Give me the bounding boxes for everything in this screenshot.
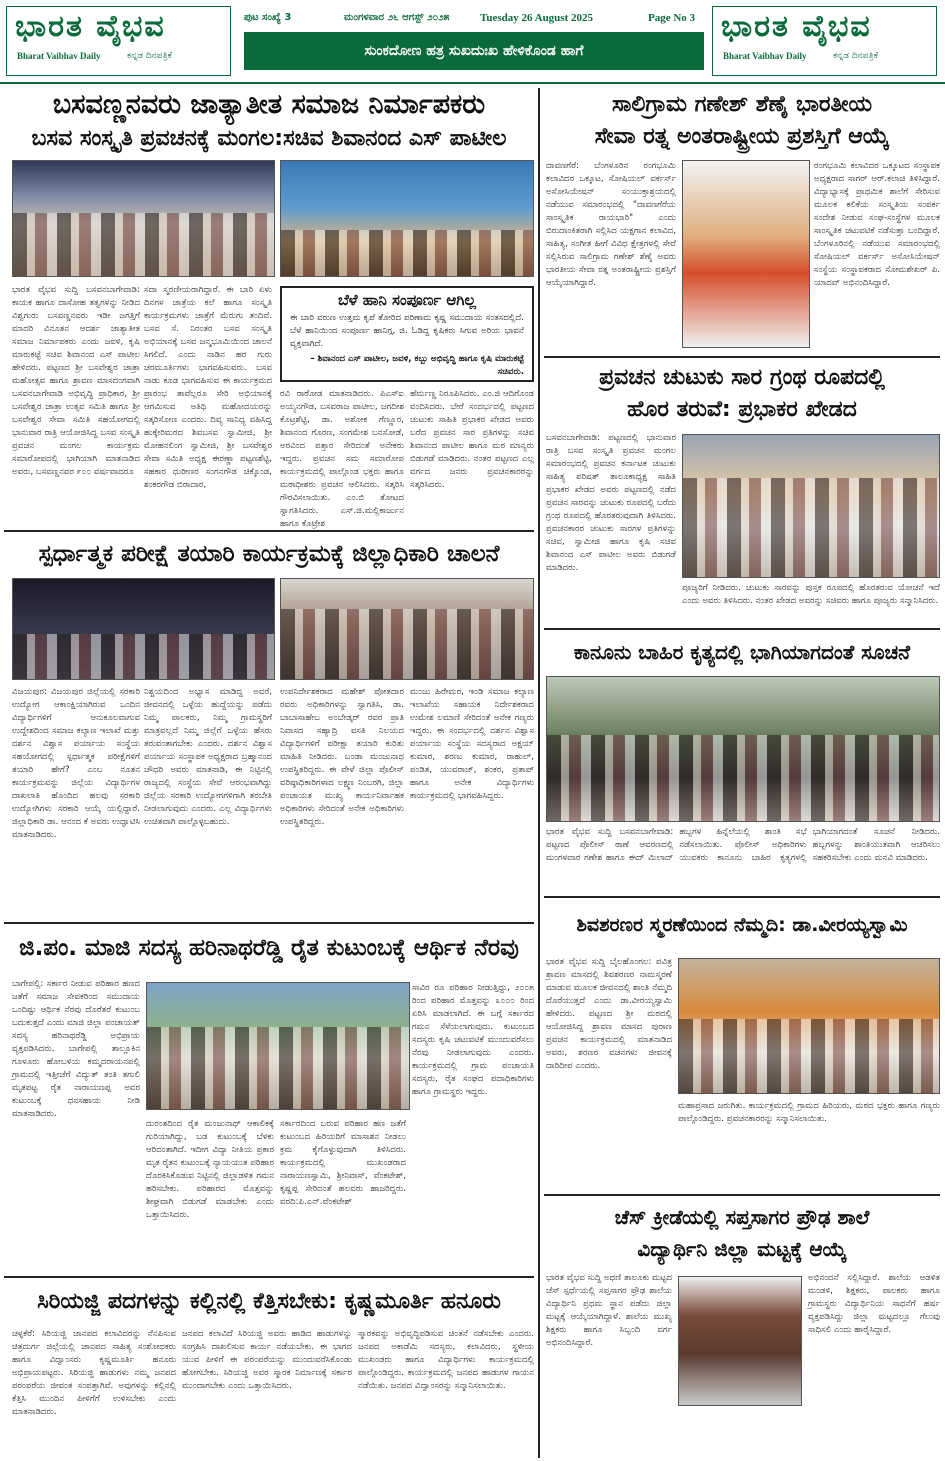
- article-hanur-col1: ಚಳ್ಳಕೆರೆ: ಸಿರಿಯಜ್ಜಿ ಜಾನಪದ ಕಲಾವಿದರನ್ನು ನೆನಪಿಸುವ ಚಿತ್ರದುರ್ಗ ಜಿಲ್ಲೆಯಲ್ಲಿ ಜಾನಪದ ಸಾಹಿತ್ಯ ಸಂಶೋಧಕರು ಹಾಗೂ ವಿದ್ವಾಂಸರು ಕೃಷ್ಣಮೂರ್ತಿ ಹನೂರು ಅಭಿಪ್ರಾಯಪಟ್ಟರು. ಸಿರಿಯಜ್ಜಿ ಹಾಡುಗಳು ನಮ್ಮ ಜನಪದ ಪರಂಪರೆಯ ಜೀವಂತ ಸಂಪತ್ತಾಗಿವೆ. ಅವುಗಳನ್ನು ಕಲ್ಲಿನಲ್ಲಿ ಕೆತ್ತಿಸಿ ಮುಂದಿನ ಪೀಳಿಗೆಗೆ ಉಳಿಸಬೇಕು ಎಂದು ಮಾತನಾಡಿದರು.: [12, 1329, 176, 1417]
- headline-hanur: ಸಿರಿಯಜ್ಜಿ ಪದಗಳನ್ನು ಕಲ್ಲಿನಲ್ಲಿ ಕೆತ್ತಿಸಬೇಕು: ಕೃಷ್ಣಮೂರ್ತಿ ಹನೂರು: [37, 1289, 501, 1314]
- article-chess-text2: ಅಭಿನಂದನೆ ಸಲ್ಲಿಸಿದ್ದಾರೆ. ಶಾಲೆಯ ಆಡಳಿತ ಮಂಡಳಿ, ಶಿಕ್ಷಕರು, ಪಾಲಕರು ಹಾಗೂ ಗ್ರಾಮಸ್ಥರು ವಿದ್ಯಾರ್ಥಿನಿಯ ಸಾಧನೆಗೆ ಹರ್ಷ ವ್ಯಕ್ತಪಡಿಸಿದ್ದು ಜಿಲ್ಲಾ ಮಟ್ಟದಲ್ಲೂ ಗೆಲುವು ಸಾಧಿಸಲಿ ಎಂದು ಹಾರೈಸಿದ್ದಾರೆ.: [808, 1273, 940, 1335]
- headline-farmer: ಜಿ.ಪಂ. ಮಾಜಿ ಸದಸ್ಯ ಹರಿನಾಥರೆಡ್ಡಿ ರೈತ ಕುಟುಂಬಕ್ಕೆ ಆರ್ಥಿಕ ನೆರವು: [19, 935, 519, 961]
- photo-pravachana-felicitation: [682, 434, 940, 578]
- headline-shivasharana: ಶಿವಶರಣರ ಸ್ಮರಣೆಯಿಂದ ನೆಮ್ಮದಿ: ಡಾ.ವೀರಯ್ಯಸ್ವಾಮಿ: [576, 914, 908, 936]
- article-farmer-col3: ಸಾವಿರ ರೂ ಪರಿಹಾರ ನೀಡುತ್ತಿದ್ದು, ೨೦೦೫ ರಿಂದ ಪರಿಹಾರ ಮೊತ್ತವನ್ನು ೩೦೦೦ ರಿಂದ ಏರಿಸಿ ಮಾಡಲಾಗಿದೆ. ಈ ಬಗ್ಗೆ ಸರ್ಕಾರದ ಗಮನ ಸೆಳೆಯಲಾಗುವುದು. ಕುಟುಂಬದ ಸದಸ್ಯರು ಕೃಷಿ ಚಟುವಟಿಕೆ ಮುಂದುವರೆಸಲು ನೆರವು ನೀಡಲಾಗುವುದು ಎಂದರು. ಕಾರ್ಯಕ್ರಮದಲ್ಲಿ ಗ್ರಾಮ ಪಂಚಾಯತಿ ಸದಸ್ಯರು, ರೈತ ಸಂಘದ ಪದಾಧಿಕಾರಿಗಳು ಹಾಗೂ ಗ್ರಾಮಸ್ಥರು ಇದ್ದರು.: [412, 983, 534, 1097]
- article-shivasharana-text: ಭಾರತ ವೈಭವ ಸುದ್ದಿ ಬೈಲಹೊಂಗಲ: ಪವಿತ್ರ ಶ್ರಾವಣ ಮಾಸದಲ್ಲಿ ಶಿವಶರಣರ ನಾಮಸ್ಮರಣೆ ಮಾಡುವ ಮೂಲಕ ಜೀವನದಲ್ಲಿ ಶಾಂತಿ ನೆಮ್ಮದಿ ದೊರೆಯುತ್ತದೆ ಎಂದು ಡಾ.ವೀರಯ್ಯಸ್ವಾಮಿ ಹೇಳಿದರು. ಪಟ್ಟಣದ ಶ್ರೀ ಮಠದಲ್ಲಿ ಆಯೋಜಿಸಿದ್ದ ಶ್ರಾವಣ ಮಾಸದ ಪುರಾಣ ಪ್ರವಚನ ಕಾರ್ಯಕ್ರಮದಲ್ಲಿ ಮಾತನಾಡಿದ ಅವರು, ಶರಣರ ವಚನಗಳು ಜೀವನಕ್ಕೆ ದಾರಿದೀಪ ಎಂದರು.: [546, 957, 672, 1071]
- article-exam-col1: ವಿಜಯಪುರ: ವಿಜಯಪುರ ಜಿಲ್ಲೆಯಲ್ಲಿ ಸರಕಾರಿ ಉದ್ಯೋಗ ಆಕಾಂಕ್ಷಿಯಾಗಿರುವ ಒಂದಿನ ವಿದ್ಯಾರ್ಥಿಗಳಿಗೆ ಆನುಕೂಲವಾಗುವ ಉದ್ದೇಶದಿಂದ ಸಮಾಜ ಕಲ್ಯಾಣ ಇಲಾಖೆ ಮತ್ತು ದರ್ಶನ ವಿಶ್ವಾಸ ಪರ್ಯಾಯ ಸಂಸ್ಥೆಯ ಸಹಯೋಗದಲ್ಲಿ ಸ್ಪರ್ಧಾತ್ಮಕ ಪರೀಕ್ಷೆಗಳಿಗೆ ತಯಾರಿ ಹೇಗೆ? ಎಂಬ ನೂತನ ಕಾರ್ಯಕ್ರಮವನ್ನು ಜಿಲ್ಲೆಯ ವಿದ್ಯಾರ್ಥಿಗಳ ದಾಖಲಾತಿ ಹೊಂದಿದ ಹಲವು ಸರಕಾರಿ ಉದ್ಯೋಗಿಗಳು ಸರಕಾರಿ ಆಯ್ಕೆ ಯಲ್ಲಿದ್ದಾರೆ. ಜಿಲ್ಲಾಧಿಕಾರಿ ಡಾ. ಆನಂದ ಕೆ ಅವರು ಉದ್ಘಾಟಿಸಿ ಮಾತನಾಡಿದರು.: [12, 687, 140, 840]
- column-divider: [538, 88, 540, 1458]
- photo-basava-stage: [280, 160, 534, 277]
- photo-exam-audience: [280, 578, 534, 680]
- quote-box-signature: – ಶಿವಾನಂದ ಎಸ್ ಪಾಟೀಲ, ಜವಳಿ, ಕಬ್ಬು ಅಭಿವೃದ್ಧಿ ಹಾಗೂ ಕೃಷಿ ಮಾರುಕಟ್ಟೆ ಸಚಿವರು.: [310, 354, 524, 377]
- article-pravachana-text: ಬಸವನಬಾಗೇವಾಡಿ: ಪಟ್ಟಣದಲ್ಲಿ ಭಾನುವಾರ ರಾತ್ರಿ ಬಸವ ಸಂಸ್ಕೃತಿ ಪ್ರವಚನ ಮಂಗಲ ಸಮಾರಂಭದಲ್ಲಿ ಪ್ರವಚನ ಕರ್ನಾಟಕ ಚುಟುಕು ಸಾಹಿತ್ಯ ಪರಿಷತ್ ತಾಲೂಕಾಧ್ಯಕ್ಷ ಸಾಹಿತಿ ಪ್ರಭಾಕರ ಖೇಡದ ಅವರು ಪಟ್ಟಣದಲ್ಲಿ ನಡೆದ ಪ್ರವಚನ ಸಾರವನ್ನು ಚುಟುಕು ರೂಪದಲ್ಲಿ ಬರೆದು ಗ್ರಂಥ ರೂಪದಲ್ಲಿ ಹೊರತರುವುದಾಗಿ ತಿಳಿಸಿದರು. ಪ್ರವಚನಕಾರರ ಚುಟುಕು ಸಾರಗಳ ಪ್ರತಿಗಳನ್ನು ಸಚಿವ, ಸ್ವಾಮೀಜಿ ಹಾಗೂ ಕೃಷಿ ಸಚಿವ ಶಿವಾನಂದ ಎಸ್ ಪಾಟೀಲ ಅವರು ಬಿಡುಗಡೆ ಮಾಡಿದರು.: [546, 433, 676, 573]
- article-farmer-col2: ದುರಂತದಿಂದ ರೈತ ಮಂಜುನಾಥ್ ಆಕಾಲಿಕಕ್ಕೆ ಗುರಿಯಾಗಿದ್ದು, ಬಡ ಕುಟುಂಬಕ್ಕೆ ಬೆಳಕು ಆರಿದಂತಾಗಿದೆ. ಇದೀಗ ವಿದ್ಯಾ ನೀತಿಯ ಪ್ರಕಾರ ಮೃತ ರೈತನ ಕುಟುಂಬಕ್ಕೆ ನ್ಯಾಯಯುತ ಪರಿಹಾರ ದೊರಕಿಸಿಕೊಡುವ ನಿಟ್ಟಿನಲ್ಲಿ ಜಿಲ್ಲಾಡಳಿತ ಗಮನ ಹರಿಸಬೇಕು. ಪರಿಹಾರದ ಮೊತ್ತವನ್ನು ಶೀಘ್ರವಾಗಿ ಬಿಡುಗಡೆ ಮಾಡಬೇಕು ಎಂದು ಒತ್ತಾಯಿಸಿದರು.: [146, 1119, 274, 1220]
- article-hanur-col3: ಸ್ಮಾರಕವನ್ನು ಅಭಿವೃದ್ಧಿಪಡಿಸುವ ಚಿಂತನೆ ನಡೆಸಬೇಕು ಎಂದರು. ಜನಪದ ಅಕಾಡೆಮಿ ಸದಸ್ಯರು, ಕಲಾವಿದರು, ಸ್ಥಳೀಯ ಮುಖಂಡರು ಹಾಗೂ ವಿದ್ಯಾರ್ಥಿಗಳು ಕಾರ್ಯಕ್ರಮದಲ್ಲಿ ಪಾಲ್ಗೊಂಡಿದ್ದರು. ಕಾರ್ಯಕ್ರಮದಲ್ಲಿ ಜನಪದ ಹಾಡುಗಳ ಗಾಯನ ನಡೆಯಿತು. ಜನಪದ ವಿದ್ವಾಂಸರನ್ನು ಸನ್ಮಾನಿಸಲಾಯಿತು.: [358, 1329, 534, 1391]
- logo-text: ಭಾರತ ವೈಭವ: [15, 9, 166, 44]
- article-basava-col1: ಭಾರತ ವೈಭವ ಸುದ್ದಿ ಬಸವನಬಾಗೇವಾಡಿ: ಕಾಯಕ ಹಾಗೂ ದಾಸೋಹ ತತ್ವಗಳನ್ನು ನೀಡಿದ ವಿಶ್ವಗುರು ಬಸವಣ್ಣನವರು ಇಡೀ ಜಗತ್ತಿಗೆ ಮಾದರಿ ವಿನೂತನ ಆದರ್ಶ ಜಾತ್ಯಾತೀತ ಸಮಾಜ ನಿರ್ಮಾಪಕರು ಎಂದು ಜವಳಿ, ಕೃಷಿ ಮಾರುಕಟ್ಟೆ ಸಚಿವ ಶಿವಾನಂದ ಎಸ್ ಪಾಟೀಲ ಹೇಳಿದರು. ಪಟ್ಟಣದ ಶ್ರೀ ಬಸವೇಶ್ವರ ಜಾತ್ರಾ ಮಹೋತ್ಸವ ಹಾಗೂ ಶ್ರಾವಣ ಮಾಸದಂಗವಾಗಿ ಬಸವನಬಾಗೇವಾಡಿ ಅಭಿವೃದ್ಧಿ ಪ್ರಾಧಿಕಾರ, ಶ್ರೀ ಬಸವೇಶ್ವರ ಜಾತ್ರಾ ಉತ್ಸವ ಸಮಿತಿ ಹಾಗೂ ಶ್ರೀ ಬಸವೇಶ್ವರ ಸೇವಾ ಸಮಿತಿ ಸಹಯೋಗದಲ್ಲಿ ಭಾನುವಾರ ರಾತ್ರಿ ಆಯೋಜಿಸಿದ್ದ ಬಸವ ಸಂಸ್ಕೃತಿ ಪ್ರವಚನ ಮಂಗಲ ಕಾರ್ಯಕ್ರಮ ಸಮಾರೋಪದಲ್ಲಿ ಭಾಗಿಯಾಗಿ ಮಾತನಾಡಿದ ಅವರು, ಬಸವಣ್ಣನವರ ೯೦೦ ವರ್ಷವಾದರೂ: [12, 285, 140, 477]
- article-police-text: ಭಾರತ ವೈಭವ ಸುದ್ದಿ ಬಸವನಬಾಗೇವಾಡಿ: ಪಟ್ಟಣದ ಪೊಲೀಸ್ ಠಾಣೆ ಆವರಣದಲ್ಲಿ ಮಂಗಳವಾರ ಗಣೇಶ ಹಾಗೂ ಈದ್ ಮಿಲಾದ್ ಹಬ್ಬಗಳ ಹಿನ್ನೆಲೆಯಲ್ಲಿ ಶಾಂತಿ ಸಭೆ ನಡೆಸಲಾಯಿತು. ಪೊಲೀಸ್ ಅಧಿಕಾರಿಗಳು ಯುವಕರು ಕಾನೂನು ಬಾಹಿರ ಕೃತ್ಯಗಳಲ್ಲಿ ಭಾಗಿಯಾಗದಂತೆ ಸೂಚನೆ ನೀಡಿದರು. ಹಬ್ಬಗಳನ್ನು ಶಾಂತಿಯುತವಾಗಿ ಆಚರಿಸಲು ಸಹಕರಿಸಬೇಕು ಎಂದು ಮನವಿ ಮಾಡಿದರು.: [546, 827, 940, 863]
- article-basava-col4: ಹೆರ್ಮಣ್ಣ ನಿರೂಪಿಸಿದರು. ಎಂ.ಜಿ ಆದಿಗೊಂಡ ವಂದಿಸಿದರು. ಬೇರೆ ಸಂದರ್ಭದಲ್ಲಿ ಪಟ್ಟಣದ ಚುಟುಕು ಸಾಹಿತಿ ಪ್ರಭಾಕರ ಖೇಡದ ಅವರು ಬರೆದ ಪ್ರವಚನ ಸಾರ ಪ್ರತಿಗಳನ್ನು ಸಚಿವ ಶಿವಾನಂದ ಪಾಟೀಲ ಹಾಗೂ ಮಠ ಮಾನ್ಯರು ಬಿಡುಗಡೆ ಮಾಡಿದರು. ನಂತರ ಪಟ್ಟಣದ ಎಲ್ಲ ವರ್ಗದ ಜನರು ಪ್ರವಚನಕಾರರನ್ನು ಸತ್ಕರಿಸಿದರು.: [410, 389, 534, 490]
- divider: [544, 356, 940, 358]
- issue-info-bar: [244, 10, 704, 30]
- photo-exam-stage: [12, 578, 275, 680]
- page-number: Page No 3: [648, 12, 696, 24]
- logo-text: ಭಾರತ ವೈಭವ: [721, 9, 872, 44]
- headline-exam: ಸ್ಪರ್ಧಾತ್ಮಕ ಪರೀಕ್ಷೆ ತಯಾರಿ ಕಾರ್ಯಕ್ರಮಕ್ಕೆ ಜಿಲ್ಲಾಧಿಕಾರಿ ಚಾಲನೆ: [38, 541, 500, 567]
- article-saligrama-col2: ರಂಗಭೂಮಿ ಕಲಾವಿದರ ಒಕ್ಕೂಟದ ಸಂಸ್ಥಾಪಕ ಅಧ್ಯಕ್ಷರಾದ ಸಾಗರ್ ಆರ್.ಕಲಾಚಿ ತಿಳಿಸಿದ್ದಾರೆ. ವಿದ್ಯಾಭ್ಯಾಸಕ್ಕೆ ಪ್ರಾಥಮಿಕ ಶಾಲೆಗೆ ಸೇರಿಸುವ ಮೂಲಕ ಕಲಿಕೆಯ ಸಂಸ್ಕೃತಿಯ ಸಂಪರ್ಕ ಸಂದೇಶ ನೀಡುವ ಸಂಘ-ಸಂಸ್ಥೆಗಳ ಮೂಲಕ ಸಾಂಸ್ಕೃತಿಕ ಚಟುವಟಿಕೆ ನಡೆಸುತ್ತಾ ಬಂದಿದ್ದಾರೆ. ಬೆಂಗಳೂರಿನಲ್ಲಿ ನಡೆಯುವ ಸಮಾರಂಭದಲ್ಲಿ ಸೋಷಿಯಲ್ ವರ್ಕರ್ಸ್ ಅಸೋಸಿಯೇಷನ್ ಸಂಸ್ಥೆಯ ಸಂಸ್ಥಾಪಕರಾದ ಸೋಮಶೇಖರ್ ಪಿ. ಯಾದವ್ ಅಭಿನಂದಿಸಿದ್ದಾರೆ.: [814, 161, 940, 288]
- date-english: Tuesday 26 August 2025: [480, 12, 593, 24]
- quote-box-text: ಈ ಬಾರಿ ವರುಣ ಉತ್ತಮ ಕೃಪೆ ತೋರಿದ ಪರಿಣಾಮ ಕೃಷ್ಣ ಸಮುದಾಯ ಸಂತಸದಲ್ಲಿದೆ. ಬೆಳೆ ಹಾನಿಯಿಂದ ಸಂಪೂರ್ಣ ಹಾನಿಗ್ಗ, ಜಿ. ಓಡಿದ್ದ ಕೃಷಿಕರು ಸಿಗುವ ಅರಿಯ ಭಾವನೆ ವ್ಯಕ್ತವಾಗಿದೆ.: [290, 313, 524, 349]
- article-farmer-col1: ಬಾಗೇಪಲ್ಲಿ: ಸರ್ಕಾರ ನೀಡುವ ಪರಿಹಾರ ಹಣದ ಜತೆಗೆ ಸಮಾಜ ಸೇವಕರಿಂದ ಸಮುದಾಯ ಒಂದಿಷ್ಟು ಆರ್ಥಿಕ ನೆರವು ದೊರೆತರೆ ಕುಟುಂಬ ಬದುಕುತ್ತದೆ ಎಂದು ಮಾಜಿ ಜಿಲ್ಲಾ ಪಂಚಾಯತ್ ಸದಸ್ಯ ಹರಿನಾಥರೆಡ್ಡಿ ಅಭಿಪ್ರಾಯ ವ್ಯಕ್ತಪಡಿಸಿದರು. ಬಾಗೇಪಲ್ಲಿ ತಾಲ್ಲೂಕಿನ ಗೂಳೂರು ಹೋಬಳಿಯ ಕಮ್ಮದರಾಯನಪಲ್ಲಿ ಗ್ರಾಮದಲ್ಲಿ ಇತ್ತೀಚೆಗೆ ವಿದ್ಯುತ್ ತಂತಿ ತಗುಲಿ ಮೃತಪಟ್ಟ ರೈತ ನಾರಾಯಣಪ್ಪ ಅವರ ಕುಟುಂಬಕ್ಕೆ ಧನಸಹಾಯ ನೀಡಿ ಮಾತನಾಡಿದರು.: [12, 979, 140, 1119]
- article-saligrama-col1: ದಾವಣಗೆರೆ: ಬೆಂಗಳೂರಿನ ರಂಗಭೂಮಿ ಕಲಾವಿದರ ಒಕ್ಕೂಟ, ಸೋಷಿಯಲ್ ವರ್ಕರ್ಸ್ ಅಸೋಸಿಯೇಷನ್ ಸಂಯುಕ್ತಾಶ್ರಯದಲ್ಲಿ ನಡೆಯುವ ಸಮಾರಂಭದಲ್ಲಿ "ದಾವಣಗೆರೆಯ ಸಾಂಸ್ಕೃತಿಕ ರಾಯಭಾರಿ" ಎಂದು ಬಿರುದಾಂಕಿತರಾಗಿ ಸಲ್ಲಿಸಿದ ಯಕ್ಷಗಾನ ಕಲಾವಿದ, ಸಾಹಿತ್ಯ, ಸಂಗೀತ ಹೀಗೆ ವಿವಿಧ ಕ್ಷೇತ್ರಗಳಲ್ಲಿ ಸೇವೆ ಸಲ್ಲಿಸಿರುವ ಸಾಲಿಗ್ರಾಮ ಗಣೇಶ್ ಶೆಣೈ ಅವರು ಭಾರತೀಯ ಸೇವಾ ರತ್ನ ಅಂತರಾಷ್ಟ್ರೀಯ ಪ್ರಶಸ್ತಿಗೆ ಆಯ್ಕೆಯಾಗಿದ್ದಾರೆ.: [546, 161, 676, 288]
- headline-saligrama-line1: ಸಾಲಿಗ್ರಾಮ ಗಣೇಶ್ ಶೆಣೈ ಭಾರತೀಯ: [611, 92, 873, 117]
- article-chess-text: ಭಾರತ ವೈಭವ ಸುದ್ದಿ ಅಥಣಿ ತಾಲೂಕು ಮಟ್ಟದ ಚೆಸ್ ಸ್ಪರ್ಧೆಯಲ್ಲಿ ಸಪ್ತಸಾಗರ ಪ್ರೌಢ ಶಾಲೆಯ ವಿದ್ಯಾರ್ಥಿನಿ ಪ್ರಥಮ ಸ್ಥಾನ ಪಡೆದು ಜಿಲ್ಲಾ ಮಟ್ಟಕ್ಕೆ ಆಯ್ಕೆಯಾಗಿದ್ದಾಳೆ. ಶಾಲೆಯ ಮುಖ್ಯ ಶಿಕ್ಷಕರು ಹಾಗೂ ಸಿಬ್ಬಂದಿ ವರ್ಗ ಅಭಿನಂದಿಸಿದ್ದಾರೆ.: [546, 1273, 672, 1348]
- photo-shivasharana-event: [678, 958, 940, 1094]
- logo-subtitle-kn: ಕನ್ನಡ ದಿನಪತ್ರಿಕೆ: [127, 51, 173, 61]
- quote-box: [280, 286, 534, 382]
- headline-pravachana-line1: ಪ್ರವಚನ ಚುಟುಕು ಸಾರ ಗ್ರಂಥ ರೂಪದಲ್ಲಿ: [599, 365, 885, 390]
- article-exam-col3: ಉಪನಿರ್ದೇಶಕರಾದ ಮಹೇಶ್ ಪೋತದಾರ ರವರು ಅಧಿಕಾರಿಗಳನ್ನು ಸ್ವಾಗತಿಸಿ, ಡಾ. ಬಾಬಾಸಾಹೇಬ ಅಂಬೇಡ್ಕರ್ ರವರ ಪ್ರಾತಿ ನಿವಾಸದ ಸಹ್ಯಾದ್ರಿ ವಸತಿ ನಿಲಯದ ವಿದ್ಯಾರ್ಥಿಗಳಿಗೆ ಪರೀಕ್ಷಾ ತಯಾರಿ ಕುರಿತು ಮಾಹಿತಿ ನೀಡಿದರು. ಬಂಡಾ ಮಂಜುನಾಥ ಉಪಸ್ಥಿತರಿದ್ದರು. ಈ ವೇಳೆ ಜಿಲ್ಲಾ ಪೊಲೀಸ್ ವರಿಷ್ಠಾಧಿಕಾರಿಗಳಾದ ಲಕ್ಷ್ಮಣ ನಿಂಬರಗಿ, ಜಿಲ್ಲಾ ಪಂಚಾಯತ ಮುಖ್ಯ ಕಾರ್ಯನಿರ್ವಾಹಕ ಅಧಿಕಾರಿಗಳು ಸೇರಿದಂತೆ ಅನೇಕ ಅಧಿಕಾರಿಗಳು ಉಪಸ್ಥಿತರಿದ್ದರು.: [280, 687, 404, 827]
- photo-farmer-aid: [146, 982, 410, 1110]
- masthead-logo-left: [6, 6, 231, 76]
- article-basava-col2: ಸದಾ ಸ್ಮರಣೀಯರಾಗಿದ್ದಾರೆ. ಈ ಬಾರಿ ಏಳು ದಿನಗಳ ಜಾತ್ರೆಯ ಕಲೆ ಹಾಗೂ ಸಂಸ್ಕೃತಿ ಕಾರ್ಯಕ್ರಮಗಳು ಜಾತ್ರೆಗೆ ಮೆರುಗು ತಂದಿವೆ. ಬಸವ ಸೆ. ನಿರಂತರ ಬಸವ ಸಂಸ್ಕೃತಿ ಅಭಿಯಾನಕ್ಕೆ ಬಸವ ಜನ್ಮಭೂಮಿಯಿಂದ ಚಾಲನೆ ಸಿಗಲಿದೆ. ಎಂದು ನಾಡಿನ ಹರ ಗುರು ಚರಮೂರ್ತಿಗಳು ಭಾಗವಹಿಸುವರು. ಬಸವ ನಾಡು ಕೂಡ ಭಾಗವಹಿಸುವ ಈ ಕಾರ್ಯಕ್ರಮದ ಪ್ರಾರಂಭ ತಾವೆಲ್ಲರೂ ಸೇರಿ ಅಭಿಯಾನಕ್ಕೆ ಆಗಮಿಸುವ ಅತಿಥಿ ಮಹೋದಯರನ್ನು ಸತ್ಕರಿಸೋಣ ಎಂದರು. ದಿವ್ಯ ಸಾನಿಧ್ಯ ವಹಿಸಿದ್ದ ಹುಕ್ಕೇರಿಮಠದ ಶಿವಬಸವ ಸ್ವಾಮೀಜಿ, ಶ್ರೀ ಮೋಹನಲಿಂಗ ಸ್ವಾಮೀಜಿ, ಶ್ರೀ ಬಸವೇಶ್ವರ ಸೇವಾ ಸಮಿತಿ ಅಧ್ಯಕ್ಷ ಈರಣ್ಣಾ ಪಟ್ಟಣಶೆಟ್ಟಿ, ಸಹಕಾರ ಧುರೀಣರ ಸಂಗನಗೌಡ ಚಿಕ್ಕೊಂಡ, ಶಂಕರಗೌಡ ಬಿರಾದಾರ,: [144, 285, 272, 490]
- headline-pravachana-line2: ಹೊರ ತರುವೆ: ಪ್ರಭಾಕರ ಖೇಡದ: [627, 397, 857, 422]
- headline-saligrama-line2: ಸೇವಾ ರತ್ನ ಅಂತರಾಷ್ಟ್ರೀಯ ಪ್ರಶಸ್ತಿಗೆ ಆಯ್ಕೆ: [594, 124, 890, 149]
- photo-basava-audience: [12, 160, 275, 277]
- photo-ganesh-shenoy: [682, 160, 810, 348]
- quote-box-title: ಬೆಳೆ ಹಾನಿ ಸಂಪೂರ್ಣ ಆಗಿಲ್ಲ: [337, 291, 477, 309]
- article-farmer-col4: ಸರ್ಕಾರದಿಂದ ಬರುವ ಪರಿಹಾರ ಹಣ ಜತೆಗೆ ಕುಟುಂಬದ ಹಿರಿಯರಿಗೆ ಮಾಸಾಶನ ನೀಡಲು ಕ್ರಮ ಕೈಗೊಳ್ಳುವುದಾಗಿ ತಿಳಿಸಿದರು. ಕಾರ್ಯಕ್ರಮದಲ್ಲಿ ಮುಖಂಡರಾದ ನಾರಾಯಣಸ್ವಾಮಿ, ಶ್ರೀನಿವಾಸ್, ವೆಂಕಟೇಶ್, ಕೃಷ್ಣಪ್ಪ ಸೇರಿದಂತೆ ಹಲವರು ಹಾಜರಿದ್ದರು. ವರದಿ:ಪಿ.ಎನ್.ವೆಂಕಟೇಶ್: [280, 1119, 406, 1207]
- divider: [4, 530, 534, 532]
- divider: [544, 628, 940, 630]
- date-kannada: ಮಂಗಳವಾರ ೨೬ ಆಗಸ್ಟ್ ೨೦೨೫: [344, 12, 450, 23]
- article-exam-col4: ಮಂಜು ಹಿರೇಮಠ, ಇಂಡಿ ಸಮಾಜ ಕಲ್ಯಾಣ ಇಲಾಖೆಯ ಸಹಾಯಕ ನಿರ್ದೇಶಕರಾದ ಉಮೇಶ ಲಮಾಣಿ ಸೇರಿದಂತೆ ಅನೇಕ ಗಣ್ಯರು ಇದ್ದರು. ಈ ಸಂದರ್ಭದಲ್ಲಿ ದರ್ಶನ ವಿಶ್ವಾಸ ಪರ್ಯಾಯ ಸಂಸ್ಥೆಯ ಸದಸ್ಯರಾದ ಅಕ್ಷಯ್ ಕುಮಾರ, ಶರಣು ಕುಮಾರ, ರಾಹುಲ್, ಪಂಡಿತ, ಯುವರಾಜ್, ಶಂಕರ, ಪ್ರತಾಪ್ ಹಾಗೂ ಅನೇಕ ವಿದ್ಯಾರ್ಥಿಗಳು ಕಾರ್ಯಕ್ರಮದಲ್ಲಿ ಭಾಗವಹಿಸಿದ್ದರು.: [410, 687, 534, 801]
- logo-subtitle-en: Bharat Vaibhav Daily: [17, 51, 101, 61]
- masthead-logo-right: [712, 6, 937, 76]
- article-exam-col2: ನಿಶ್ಚಯದಿಂದ ಅಭ್ಯಾಸ ಮಾಡಿದ್ದ ಅವರೆ, ಜೀವನದಲ್ಲಿ ಒಳ್ಳೆಯ ಹುದ್ದೆಯನ್ನು ಪಡೆದು ನಿಮ್ಮ ಪಾಲಕರು, ನಿಮ್ಮ ಗ್ರಾಮಸ್ಥರಿಗೆ ಮಾತ್ರವಲ್ಲದೆ ನಿಮ್ಮ ಜಿಲ್ಲೆಗೆ ಒಳ್ಳೆಯ ಹೆಸರು ತರುವಂತಾಗಬೇಕು ಎಂದರು. ದರ್ಶನ ವಿಶ್ವಾಸ ಪರ್ಯಾಯ ಸಂಸ್ಥಾಪಕ ಅಧ್ಯಕ್ಷರಾದ ಬ್ರಹ್ಮಾನಂದ ಚೌಧರಿ ಅವರು ಮಾತನಾಡಿ, ಈ ನಿಟ್ಟಿನಲ್ಲಿ ರಾಜ್ಯದಲ್ಲಿ ಸಂಸ್ಥೆಯ ಸೇವೆ ಆರಂಭವಾಗಿದ್ದು ಜಿಲ್ಲೆಯ ಸರಕಾರಿ ಉದ್ಯೋಗಗಳಿಗಾಗಿ ತರಬೇತಿ ನೀಡಲಾಗುವುದು ಎಂದರು. ಎಲ್ಲ ವಿದ್ಯಾರ್ಥಿಗಳು ಉಚಿತವಾಗಿ ಪಾಲ್ಗೊಳ್ಳಬಹುದು.: [144, 687, 272, 827]
- headline-chess-line2: ವಿದ್ಯಾರ್ಥಿನಿ ಜಿಲ್ಲಾ ಮಟ್ಟಕ್ಕೆ ಆಯ್ಕೆ: [637, 1237, 847, 1261]
- article-hanur-col2: ಜನಪದ ಕಲಾವಿದೆ ಸಿರಿಯಜ್ಜಿ ಅವರು ಹಾಡಿದ ಹಾಡುಗಳನ್ನು ಸಂಗ್ರಹಿಸಿ ದಾಖಲಿಸುವ ಕಾರ್ಯ ನಡೆಯಬೇಕು. ಈ ಭಾಗದ ಯುವ ಪೀಳಿಗೆ ಈ ಪರಂಪರೆಯನ್ನು ಮುಂದುವರೆಸಿಕೊಂಡು ಹೋಗಬೇಕು. ಸಿರಿಯಜ್ಜಿ ಅವರ ಸ್ಮಾರಕ ನಿರ್ಮಾಣಕ್ಕೆ ಸರ್ಕಾರ ಮುಂದಾಗಬೇಕು ಎಂದು ಒತ್ತಾಯಿಸಿದರು.: [182, 1329, 352, 1391]
- divider: [4, 1276, 534, 1278]
- subhead-basava: ಬಸವ ಸಂಸ್ಕೃತಿ ಪ್ರವಚನಕ್ಕೆ ಮಂಗಲ:ಸಚಿವ ಶಿವಾನಂದ ಎಸ್ ಪಾಟೀಲ: [31, 126, 507, 151]
- photo-chess-student: [678, 1276, 802, 1406]
- divider: [4, 922, 534, 924]
- logo-subtitle-en: Bharat Vaibhav Daily: [723, 51, 807, 61]
- article-shivasharana-text2: ಮಹಾಪ್ರಸಾದ ಜರುಗಿತು. ಕಾರ್ಯಕ್ರಮದಲ್ಲಿ ಗ್ರಾಮದ ಹಿರಿಯರು, ಮಠದ ಭಕ್ತರು ಹಾಗೂ ಗಣ್ಯರು ಪಾಲ್ಗೊಂಡಿದ್ದರು. ಪ್ರವಚನಕಾರರನ್ನು ಸನ್ಮಾನಿಸಲಾಯಿತು.: [678, 1101, 940, 1124]
- divider: [544, 1194, 940, 1196]
- headline-basava: ಬಸವಣ್ಣನವರು ಜಾತ್ಯಾತೀತ ಸಮಾಜ ನಿರ್ಮಾಪಕರು: [52, 89, 486, 120]
- logo-subtitle-kn: ಕನ್ನಡ ದಿನಪತ್ರಿಕೆ: [833, 51, 879, 61]
- article-pravachana-text2: ಪೂಜ್ಯರಿಗೆ ನೀಡಿದರು. ಚುಟುಕು ಸಾರವನ್ನು ಪುಸ್ತಕ ರೂಪದಲ್ಲಿ ಹೊರತರುವ ಯೋಚನೆ ಇದೆ ಎಂದು ಅವರು ತಿಳಿಸಿದರು. ನಂತರ ಖೇಡದ ಅವರನ್ನು ಸಚಿವರು ಹಾಗೂ ಪೂಜ್ಯರು ಸನ್ಮಾನಿಸಿದರು.: [682, 583, 940, 606]
- article-basava-col3: ರವಿ ರಾಠೋಡ ಮಾತನಾಡಿದರು. ಪಿಎಸ್‌ಐ ಅಯ್ಯನಗೌಡ, ಬಸವರಾಜ ಪಾಟೀಲ, ಜಗದೀಶ ಕೊಟ್ರಶೆಟ್ಟಿ, ಡಾ. ಅಶೋಕ ಗೆಣ್ಣೂರ, ಶಿವಾನಂದ ಗೊರಣ, ಸಂಗಮೇಶ ಬನಸೋಡೆ, ಅರವಿಂದ ಪತ್ತಾರ ಸೇರಿದಂತೆ ಅನೇಕರು ಇದ್ದರು. ಪ್ರವಚನ ಸಮ ಸಮಾರೋಪ ಕಾರ್ಯಕ್ರಮದಲ್ಲಿ ಪಾಲ್ಗೊಂಡ ಭಕ್ತರು ಹಾಗೂ ಮಠಾಧೀಶರು ಪ್ರವಚನ ಆಲಿಸಿದರು. ಸತ್ಕರಿಸಿ ಗೌರವಿಸಲಾಯಿತು. ಎಂ.ಬಿ ತೋಟದ ಸ್ವಾಗತಿಸಿದರು. ಎಸ್.ಜಿ.ಮಲ್ಲಿಕಾರ್ಜುನ ಹಾಗೂ ಕೊಟ್ರೇಶ: [280, 389, 404, 529]
- issue-number: ಪುಟ ಸಂಖ್ಯೆ 3: [244, 12, 292, 23]
- masthead: [0, 0, 945, 84]
- headline-chess-line1: ಚೆಸ್ ಕ್ರೀಡೆಯಲ್ಲಿ ಸಪ್ತಸಾಗರ ಪ್ರೌಢ ಶಾಲೆ: [614, 1205, 870, 1229]
- headline-police: ಕಾನೂನು ಬಾಹಿರ ಕೃತ್ಯದಲ್ಲಿ ಭಾಗಿಯಾಗದಂತೆ ಸೂಚನೆ: [573, 640, 911, 664]
- photo-police-meeting: [546, 676, 940, 822]
- slogan-banner: ಸುಂಕದೋಣ ಹತ್ರ ಸುಖದುಃಖ ಹೇಳಿಕೊಂಡ ಹಾಗೆ: [244, 32, 704, 70]
- divider: [544, 896, 940, 898]
